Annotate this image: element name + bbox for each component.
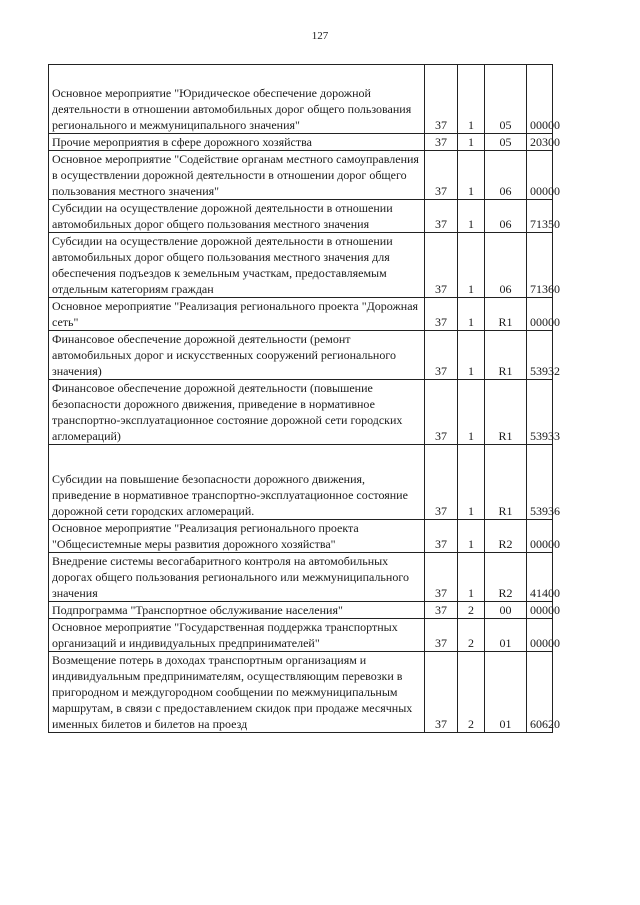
row-code-3: 00 [485,602,527,619]
row-code-2: 1 [458,65,485,134]
row-code-3: 06 [485,200,527,233]
row-code-3: 05 [485,134,527,151]
row-name: Основное мероприятие "Реализация регионального проекта "Общесистемные меры развития дорожного хозяйства" [49,520,425,553]
row-code-4: 71360 [527,233,553,298]
row-code-4: 00000 [527,151,553,200]
row-code-1: 37 [425,134,458,151]
row-code-4: 53933 [527,380,553,445]
row-code-3: 01 [485,619,527,652]
row-code-2: 2 [458,619,485,652]
row-name: Прочие мероприятия в сфере дорожного хозяйства [49,134,425,151]
row-code-3: R1 [485,380,527,445]
row-code-4: 00000 [527,298,553,331]
table-row [49,380,553,445]
row-code-1: 37 [425,445,458,520]
row-name: Финансовое обеспечение дорожной деятельности (повышение безопасности дорожного движения, приведение в нормативное транспортно-эксплуатационное состояние дорожной сети городских агломераций) [49,380,425,445]
row-code-4: 00000 [527,520,553,553]
row-code-3: R1 [485,298,527,331]
table-row [49,619,553,652]
table-row [49,298,553,331]
row-code-1: 37 [425,233,458,298]
row-code-2: 1 [458,151,485,200]
row-code-3: R1 [485,445,527,520]
row-code-3: 01 [485,652,527,733]
row-code-2: 1 [458,380,485,445]
row-name: Возмещение потерь в доходах транспортным организациям и индивидуальным предпринимателям, осуществляющим перевозки в пригородном и междугородном сообщении по межмуниципальным маршрутам, в связи с предоставлением скидок при продаже месячных именных билетов и билетов на проезд [49,652,425,733]
row-code-1: 37 [425,298,458,331]
row-code-2: 1 [458,200,485,233]
row-code-2: 1 [458,134,485,151]
row-code-4: 00000 [527,619,553,652]
row-code-1: 37 [425,602,458,619]
row-code-1: 37 [425,619,458,652]
row-code-4: 53932 [527,331,553,380]
row-code-3: 05 [485,65,527,134]
table-row [49,652,553,733]
table-row [49,331,553,380]
row-code-4: 41400 [527,553,553,602]
row-name: Субсидии на осуществление дорожной деятельности в отношении автомобильных дорог общего пользования местного значения [49,200,425,233]
row-code-2: 1 [458,298,485,331]
row-name: Финансовое обеспечение дорожной деятельности (ремонт автомобильных дорог и искусственных сооружений регионального значения) [49,331,425,380]
table-row [49,134,553,151]
row-code-2: 1 [458,445,485,520]
row-code-1: 37 [425,553,458,602]
row-code-2: 1 [458,520,485,553]
table-row [49,200,553,233]
row-code-1: 37 [425,65,458,134]
table-row [49,151,553,200]
row-code-4: 20300 [527,134,553,151]
row-code-2: 2 [458,602,485,619]
row-code-3: R1 [485,331,527,380]
row-code-2: 1 [458,331,485,380]
row-code-4: 60620 [527,652,553,733]
row-code-4: 53936 [527,445,553,520]
row-name: Субсидии на осуществление дорожной деятельности в отношении автомобильных дорог общего пользования местного значения для обеспечения подъездов к земельным участкам, предоставляемым отдельным категориям граждан [49,233,425,298]
row-code-3: 06 [485,233,527,298]
row-name: Подпрограмма "Транспортное обслуживание населения" [49,602,425,619]
row-code-1: 37 [425,380,458,445]
row-name: Основное мероприятие "Реализация регионального проекта "Дорожная сеть" [49,298,425,331]
row-code-4: 00000 [527,65,553,134]
budget-classification-table [48,64,560,733]
row-name: Основное мероприятие "Юридическое обеспечение дорожной деятельности в отношении автомобильных дорог общего пользования регионального и межмуниципального значения" [49,65,425,134]
row-name: Основное мероприятие "Государственная поддержка транспортных организаций и индивидуальных предпринимателей" [49,619,425,652]
row-code-4: 00000 [527,602,553,619]
row-code-2: 1 [458,233,485,298]
row-code-1: 37 [425,200,458,233]
page-number: 127 [311,30,329,42]
row-name: Субсидии на повышение безопасности дорожного движения, приведение в нормативное транспортно-эксплуатационное состояние дорожной сети городских агломераций. [49,445,425,520]
table-row [49,445,553,520]
row-code-3: R2 [485,520,527,553]
table-row [49,553,553,602]
row-code-1: 37 [425,151,458,200]
row-name: Основное мероприятие "Содействие органам местного самоуправления в осуществлении дорожной деятельности в отношении дорог общего пользования местного значения" [49,151,425,200]
row-code-3: R2 [485,553,527,602]
row-name: Внедрение системы весогабаритного контроля на автомобильных дорогах общего пользования регионального или межмуниципального значения [49,553,425,602]
row-code-2: 2 [458,652,485,733]
table-row [49,233,553,298]
row-code-1: 37 [425,520,458,553]
row-code-3: 06 [485,151,527,200]
row-code-2: 1 [458,553,485,602]
table-row [49,520,553,553]
table-row [49,602,553,619]
table-row [49,65,553,134]
row-code-1: 37 [425,652,458,733]
row-code-4: 71350 [527,200,553,233]
row-code-1: 37 [425,331,458,380]
